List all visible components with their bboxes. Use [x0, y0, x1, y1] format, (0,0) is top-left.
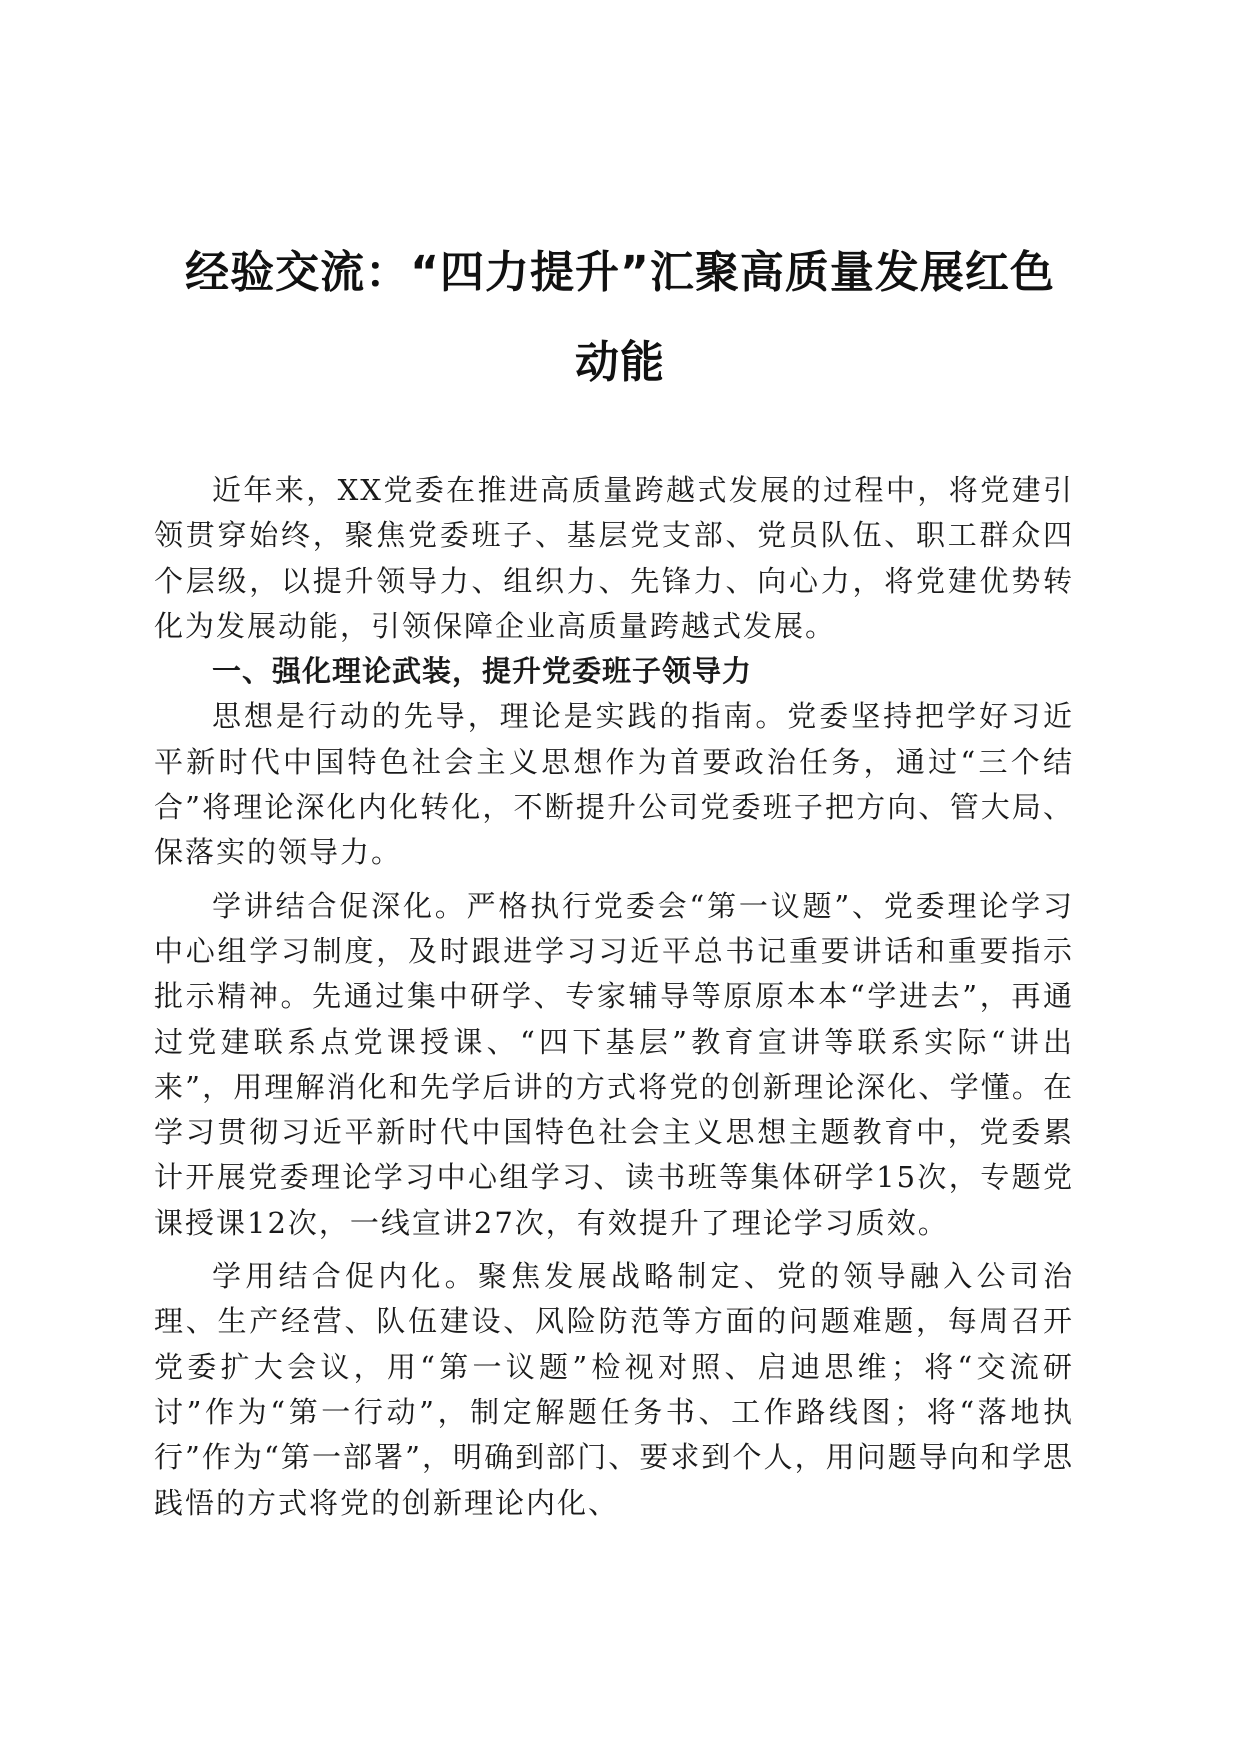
study-apply-lead: 学用结合促内化。: [212, 1259, 478, 1294]
study-speak-body: 严格执行党委会“第一议题”、党委理论学习中心组学习制度，及时跟进学习习近平总书记重要讲话和重要指示批示精神。先通过集中研学、专家辅导等原原本本“学进去”，再通过党建联系点党课授课、“四下基层”教育宣讲等联系实际“讲出来”，用理解消化和先学后讲的方式将党的创新理论深化、学懂。在学习贯彻习近平新时代中国特色社会主义思想主题教育中，党委累计开展党委理论学习中心组学习、读书班等集体研学15次，专题党课授课12次，一线宣讲27次，有效提升了理论学习质效。: [154, 888, 1074, 1240]
study-speak-lead: 学讲结合促深化。: [212, 888, 467, 923]
study-apply-body: 聚焦发展战略制定、党的领导融入公司治理、生产经营、队伍建设、风险防范等方面的问题难题，每周召开党委扩大会议，用“第一议题”检视对照、启迪思维；将“交流研讨”作为“第一行动”，制定解题任务书、工作路线图；将“落地执行”作为“第一部署”，明确到部门、要求到个人，用问题导向和学思践悟的方式将党的创新理论内化、: [154, 1259, 1074, 1520]
intro-paragraph: 近年来，XX党委在推进高质量跨越式发展的过程中，将党建引领贯穿始终，聚焦党委班子、基层党支部、党员队伍、职工群众四个层级，以提升领导力、组织力、先锋力、向心力，将党建优势转化为发展动能，引领保障企业高质量跨越式发展。: [154, 473, 1074, 643]
study-speak-paragraph: [154, 884, 1074, 1246]
section-1-paragraph: 思想是行动的先导，理论是实践的指南。党委坚持把学好习近平新时代中国特色社会主义思想作为首要政治任务，通过“三个结合”将理论深化内化转化，不断提升公司党委班子把方向、管大局、保落实的领导力。: [154, 699, 1074, 870]
section-heading-1: 一、强化理论武装，提升党委班子领导力: [212, 654, 753, 689]
document-title: [150, 228, 1090, 408]
document-title-line-1: 经验交流：“四力提升”汇聚高质量发展红色: [185, 247, 1055, 298]
study-apply-paragraph: [154, 1254, 1074, 1526]
document-body: [154, 468, 1074, 1526]
document-title-line-2: 动能: [575, 337, 665, 388]
